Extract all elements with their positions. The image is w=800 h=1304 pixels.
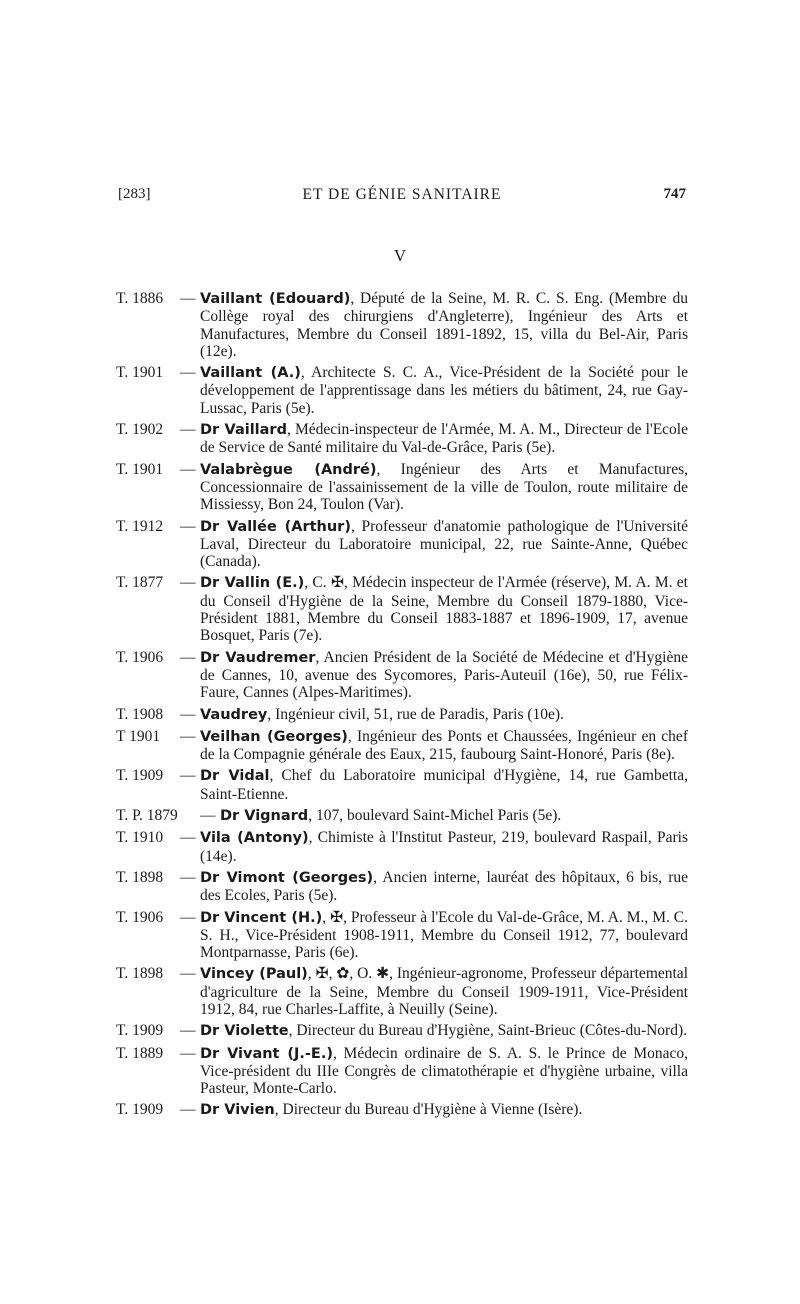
member-description xyxy=(200,909,688,962)
member-year: T. 1910 xyxy=(116,829,164,847)
member-entry xyxy=(0,364,800,417)
running-title: ET DE GÉNIE SANITAIRE xyxy=(302,186,502,203)
member-entry xyxy=(0,829,800,865)
entry-dash: — xyxy=(180,1022,196,1040)
member-entry xyxy=(0,869,800,905)
member-name: Vaillant (A.) xyxy=(200,365,301,382)
member-year: T. 1902 xyxy=(116,421,164,439)
member-description xyxy=(200,728,688,764)
member-details: , ✠, ✿, O. ✱, Ingénieur-agronome, Professeur départemental d'agriculture de la Seine, Membre du Conseil 1909-1911, Vice-Président 1912, 84, rue Charles-Laffite, à Neuilly (Seine). xyxy=(200,965,688,1018)
page-number: 747 xyxy=(663,186,686,202)
member-entry xyxy=(0,1045,800,1098)
member-list xyxy=(0,290,800,1124)
member-entry xyxy=(0,728,800,764)
member-year: T. 1898 xyxy=(116,965,164,983)
member-year: T. P. 1879 xyxy=(116,807,178,825)
member-description xyxy=(200,869,688,905)
member-description xyxy=(200,829,688,865)
entry-dash: — xyxy=(180,727,196,745)
member-name: Dr Vallée (Arthur) xyxy=(200,518,351,535)
member-name: Vaudrey xyxy=(200,706,268,723)
member-entry xyxy=(0,1101,800,1119)
member-entry xyxy=(0,965,800,1018)
entry-dash: — xyxy=(180,1101,196,1119)
entry-dash: — xyxy=(180,965,196,983)
page-reference: [283] xyxy=(118,186,151,202)
member-details: , Architecte S. C. A., Vice-Président de la Société pour le développement de l'apprentissage dans les métiers du bâtiment, 24, rue Gay-Lussac, Paris (5e). xyxy=(200,364,688,417)
member-description xyxy=(200,767,688,803)
member-name: Dr Vivant (J.-E.) xyxy=(200,1045,333,1062)
member-year: T. 1886 xyxy=(116,290,164,307)
member-details: , Député de la Seine, M. R. C. S. Eng. (Membre du Collège royal des chirurgiens d'Angleterre), Ingénieur des Arts et Manufactures, Membre du Conseil 1891-1892, 15, villa du Bel-Air, Paris (12e). xyxy=(200,290,688,360)
member-year: T. 1889 xyxy=(116,1044,164,1062)
member-entry xyxy=(0,461,800,514)
member-year: T. 1909 xyxy=(116,767,164,785)
entry-dash: — xyxy=(180,517,196,535)
member-description xyxy=(200,574,688,644)
entry-dash: — xyxy=(180,574,196,592)
member-name: Valabrègue (André) xyxy=(200,461,377,478)
member-entry xyxy=(0,574,800,644)
member-description xyxy=(200,421,688,457)
member-details: , Ancien interne, lauréat des hôpitaux, 6 bis, rue des Ecoles, Paris (5e). xyxy=(200,868,688,905)
entry-dash: — xyxy=(180,829,196,847)
member-description xyxy=(200,1101,688,1119)
member-description xyxy=(200,1022,688,1040)
member-details: , ✠, Professeur à l'Ecole du Val-de-Grâce, M. A. M., M. C. S. H., Vice-Président 1908-1911, Membre du Conseil 1912, 77, boulevard Montparnasse, Paris (6e). xyxy=(200,908,689,962)
entry-dash: — xyxy=(180,290,196,307)
member-year: T. 1908 xyxy=(116,705,164,723)
member-year: T. 1901 xyxy=(116,460,164,478)
member-year: T. 1906 xyxy=(116,908,164,926)
member-year: T. 1898 xyxy=(116,868,164,886)
member-entry xyxy=(0,909,800,962)
member-entry xyxy=(0,421,800,457)
member-entry xyxy=(0,290,800,360)
member-name: Dr Vivien xyxy=(200,1102,275,1119)
member-name: Vaillant (Edouard) xyxy=(200,291,351,307)
member-entry xyxy=(0,518,800,571)
entry-dash: — xyxy=(180,705,196,723)
member-details: , Ancien Président de la Société de Médecine et d'Hygiène de Cannes, 10, avenue des Sycomores, Paris-Auteuil (16e), 50, rue Félix-Faure, Cannes (Alpes-Maritimes). xyxy=(200,648,688,702)
member-year: T. 1906 xyxy=(116,648,164,666)
member-description xyxy=(200,518,688,571)
member-details: , Chimiste à l'Institut Pasteur, 219, boulevard Raspail, Paris (14e). xyxy=(200,829,688,865)
member-description xyxy=(200,364,688,417)
entry-dash: — xyxy=(180,460,196,478)
member-details: , Ingénieur civil, 51, rue de Paradis, Paris (10e). xyxy=(267,705,564,723)
member-name: Dr Violette xyxy=(200,1023,289,1040)
member-details: , Directeur du Bureau d'Hygiène à Vienne (Isère). xyxy=(274,1101,583,1119)
member-name: Dr Vimont (Georges) xyxy=(200,869,374,886)
entry-dash: — xyxy=(180,868,196,886)
member-year: T 1901 xyxy=(116,727,161,745)
member-name: Vila (Antony) xyxy=(200,830,309,847)
member-details: , C. ✠, Médecin inspecteur de l'Armée (réserve), M. A. M. et du Conseil d'Hygiène de la Seine, Membre du Conseil 1879-1880, Vice-Président 1881, Membre du Conseil 1883-1887 et 1896-1909, 17, avenue Bosquet, Paris (7e). xyxy=(200,574,688,645)
member-description xyxy=(200,461,688,514)
member-details: , 107, boulevard Saint-Michel Paris (5e). xyxy=(308,807,562,825)
member-details: , Médecin-inspecteur de l'Armée, M. A. M., Directeur de l'Ecole de Service de Santé militaire du Val-de-Grâce, Paris (5e). xyxy=(200,421,688,457)
member-entry xyxy=(0,807,800,825)
member-entry xyxy=(0,649,800,702)
entry-dash: — xyxy=(180,364,196,382)
entry-dash: — xyxy=(180,767,196,785)
member-details: , Directeur du Bureau d'Hygiène, Saint-Brieuc (Côtes-du-Nord). xyxy=(288,1022,687,1040)
member-description xyxy=(200,290,688,360)
member-year: T. 1901 xyxy=(116,364,164,382)
member-name: Dr Vidal xyxy=(200,768,270,785)
section-letter: V xyxy=(393,246,407,265)
member-year: T. 1912 xyxy=(116,517,164,535)
member-details: , Ingénieur des Arts et Manufactures, Concessionnaire de l'assainissement de la ville de Toulon, route militaire de Missiessy, Bon 24, Toulon (Var). xyxy=(200,460,688,514)
entry-dash: — xyxy=(180,908,196,926)
member-details: , Ingénieur des Ponts et Chaussées, Ingénieur en chef de la Compagnie générale des Eaux, 215, faubourg Saint-Honoré, Paris (8e). xyxy=(200,727,688,764)
member-description xyxy=(200,706,688,724)
member-name: Dr Vincent (H.) xyxy=(200,909,323,926)
entry-dash: — xyxy=(180,421,196,439)
entry-dash: — xyxy=(180,1044,196,1062)
member-year: T. 1909 xyxy=(116,1022,164,1040)
member-name: Dr Vignard xyxy=(220,808,309,825)
member-name: Dr Vallin (E.) xyxy=(200,575,305,592)
member-details: , Professeur d'anatomie pathologique de l'Université Laval, Directeur du Laboratoire municipal, 22, rue Sainte-Anne, Québec (Canada). xyxy=(200,517,688,571)
member-name: Dr Vaillard xyxy=(200,422,287,439)
entry-dash: — xyxy=(200,807,216,825)
member-name: Vincey (Paul) xyxy=(200,966,308,983)
member-entry xyxy=(0,706,800,724)
member-details: , Chef du Laboratoire municipal d'Hygiène, 14, rue Gambetta, Saint-Etienne. xyxy=(200,767,688,803)
member-entry xyxy=(0,1022,800,1040)
member-description xyxy=(200,1045,688,1098)
member-name: Dr Vaudremer xyxy=(200,649,316,666)
member-details: , Médecin ordinaire de S. A. S. le Prince de Monaco, Vice-président du IIIe Congrès de climatothérapie et d'hygiène urbaine, villa Pasteur, Monte-Carlo. xyxy=(200,1044,688,1098)
member-description xyxy=(200,649,688,702)
member-description xyxy=(220,807,688,825)
member-name: Veilhan (Georges) xyxy=(200,728,348,745)
member-year: T. 1909 xyxy=(116,1101,164,1119)
member-year: T. 1877 xyxy=(116,574,164,592)
member-entry xyxy=(0,767,800,803)
entry-dash: — xyxy=(180,648,196,666)
page-header xyxy=(118,186,686,208)
member-description xyxy=(200,965,688,1018)
